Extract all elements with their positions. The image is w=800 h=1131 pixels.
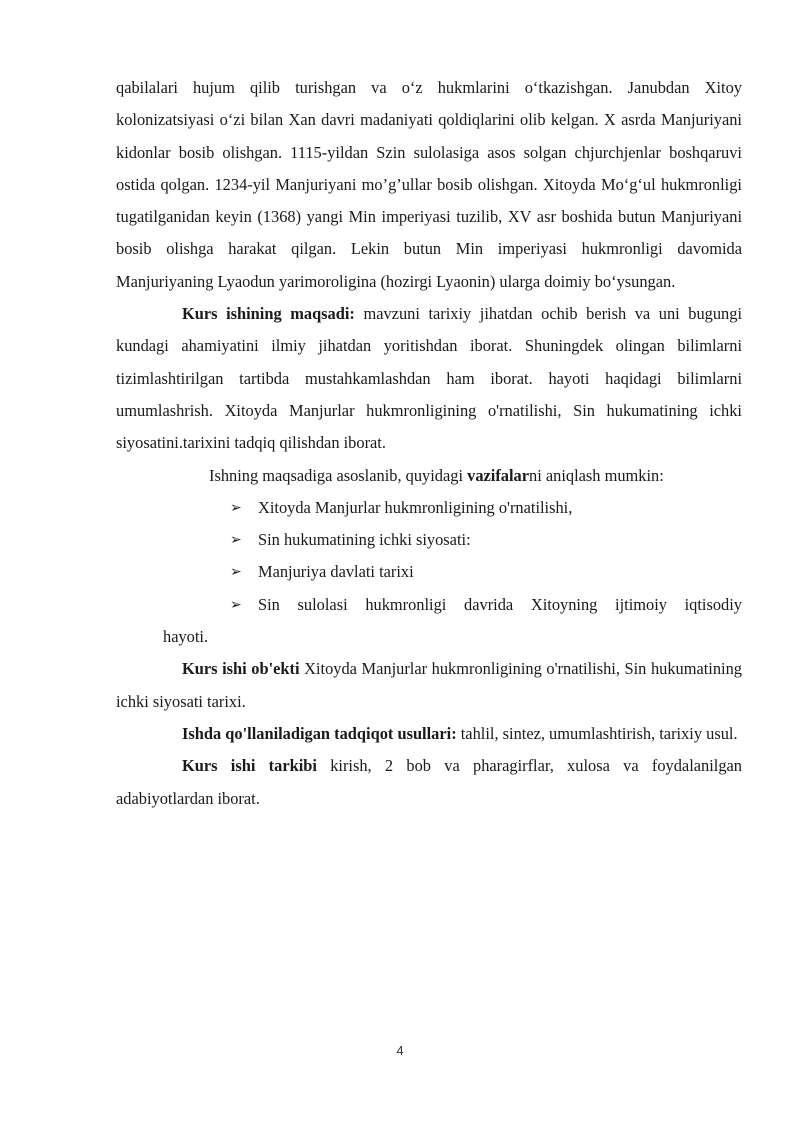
paragraph-history: qabilalari hujum qilib turishgan va o‘z hukmlarini o‘tkazishgan. Janubdan Xitoy kolonizatsiyasi o‘zi bilan Xan davri madaniyati qoldiqlarini olib kelgan. X asrda Manjuriyani kidonlar bosib olishgan. 1115-yildan Szin sulolasiga asos solgan chjurchjenlar boshqaruvi ostida qolgan. 1234-yil Manjuriyani mo’g’ullar bosib olishgan. Xitoyda Mo‘g‘ul hukmronligi tugatilganidan keyin (1368) yangi Min imperiyasi tuzilib, XV asr boshida butun Manjuriyani bosib olishga harakat qilgan. Lekin butun Min imperiyasi hukmronligi davomida Manjuriyaning Lyaodun yarimoroligina (hozirgi Lyaonin) ularga doimiy bo‘ysungan.: [116, 78, 742, 291]
arrowhead-icon: ➢: [230, 532, 242, 549]
text-course-object: Xitoyda Manjurlar hukmronligining o'rnatilishi, Sin hukumatining ichki siyosati tarixi.: [116, 659, 743, 711]
list-item-text: Xitoyda Manjurlar hukmronligining o'rnatilishi,: [258, 497, 573, 517]
label-course-structure: Kurs ishi tarkibi: [182, 756, 317, 776]
paragraph-course-structure: [116, 750, 742, 815]
label-tasks: vazifalar: [467, 465, 530, 485]
text-tasks-after: ni aniqlash mumkin:: [529, 465, 664, 485]
label-research-methods: Ishda qo'llaniladigan tadqiqot usullari:: [182, 723, 457, 743]
list-item: [116, 524, 742, 556]
paragraph-research-methods: [116, 718, 742, 750]
text-research-methods: tahlil, sintez, umumlashtirish, tarixiy usul.: [456, 723, 738, 743]
list-item: [116, 492, 742, 524]
list-item: [116, 556, 742, 588]
page-number: 4: [396, 1043, 404, 1058]
list-item-text: Sin sulolasi hukmronligi davrida Xitoyning ijtimoiy iqtisodiy: [258, 594, 742, 614]
list-item-text: Sin hukumatining ichki siyosati:: [258, 530, 471, 550]
paragraph-course-goal: [116, 298, 742, 459]
list-item-text-continued: hayoti.: [163, 627, 209, 647]
paragraph-tasks-intro: [116, 460, 742, 492]
task-list: [116, 492, 742, 653]
text-tasks-before: Ishning maqsadiga asoslanib, quyidagi: [209, 465, 468, 485]
label-course-goal: Kurs ishining maqsadi:: [182, 304, 355, 324]
text-course-structure: kirish, 2 bob va pharagirflar, xulosa va foydalanilgan adabiyotlardan iborat.: [116, 756, 742, 808]
text-course-goal: mavzuni tarixiy jihatdan ochib berish va uni bugungi kundagi ahamiyatini ilmiy jihatdan yoritishdan iborat. Shuningdek olingan bilimlarni tizimlashtirilgan tartibda mustahkamlashdan ham iborat. hayoti haqidagi bilimlarni umumlashrish. Xitoyda Manjurlar hukmronligining o'rnatilishi, Sin hukumatining ichki siyosatini.tarixini tadqiq qilishdan iborat.: [116, 304, 742, 453]
label-course-object: Kurs ishi ob'ekti: [182, 659, 300, 679]
list-item-text: Manjuriya davlati tarixi: [258, 562, 414, 582]
list-item: [116, 589, 742, 654]
arrowhead-icon: ➢: [230, 564, 242, 581]
document-page: [116, 72, 742, 815]
paragraph-course-object: [116, 653, 742, 718]
arrowhead-icon: ➢: [230, 499, 242, 516]
arrowhead-icon: ➢: [230, 596, 242, 613]
